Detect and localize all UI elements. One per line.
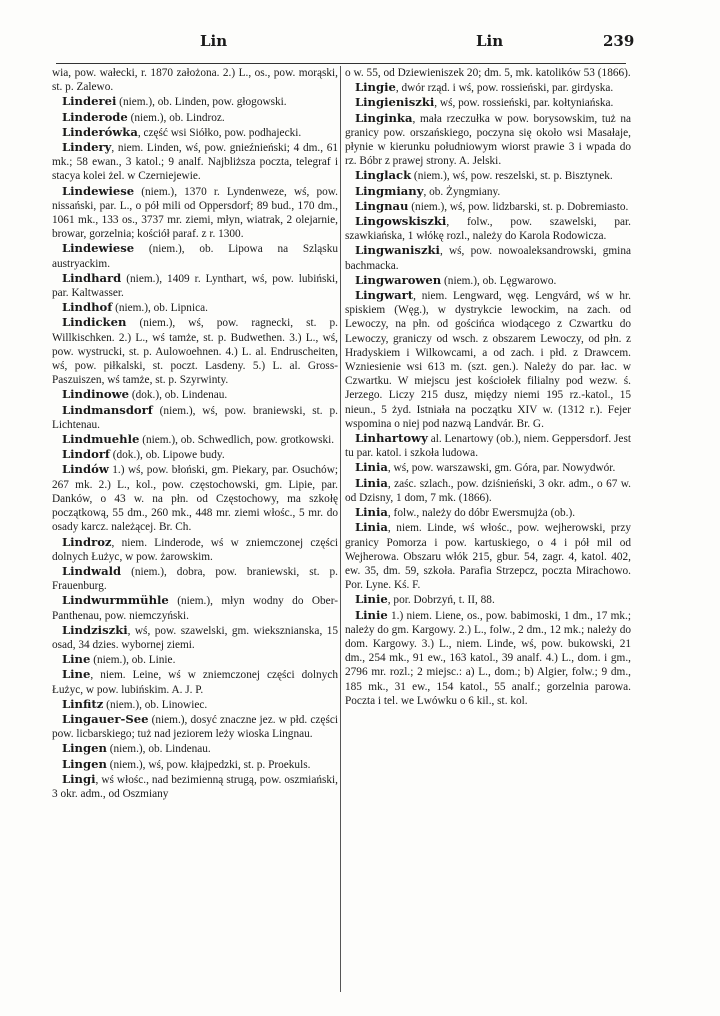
entry-text: (niem.), dobra, pow. braniewski, st. p. Frauenburg.	[52, 565, 338, 593]
dictionary-entry	[52, 66, 338, 94]
dictionary-entry	[52, 667, 338, 696]
dictionary-entry	[52, 652, 338, 667]
entry-headword: Linglack	[355, 168, 412, 183]
entry-text: , mała rzeczułka w pow. borysowskim, tuż na granicy pow. orszańskiego, poczyna się około wsi Masałaje, płynie w kierunku południowym wiorst prawie 3 i wpada do rz. Bóbr z prawej strony. A. Jelski.	[345, 112, 631, 168]
dictionary-entry	[52, 741, 338, 756]
entry-text: , niem. Linden, wś, pow. gnieźnieński; 4 dm., 61 mk.; 58 ewan., 3 katol.; 9 analf. Najbliższa poczta, telegraf i stacya kolei żel. w Czerniejewie.	[52, 142, 338, 183]
entry-text: (niem.), wś, pow. lidzbarski, st. p. Dobremiasto.	[408, 200, 629, 213]
entry-text: , część wsi Siółko, pow. podhajecki.	[137, 126, 302, 139]
entry-headword: Lingieniszki	[355, 95, 435, 110]
entry-headword: Lindorf	[62, 447, 110, 462]
entry-headword: Lindroz	[62, 534, 112, 549]
running-header	[0, 32, 720, 54]
entry-headword: Linderówka	[62, 124, 138, 139]
dictionary-entry	[345, 199, 631, 214]
dictionary-entry	[52, 432, 338, 447]
entry-headword: Lindewiese	[62, 183, 135, 198]
entry-text: , ob. Żyngmiany.	[423, 185, 501, 198]
entry-headword: Lindwald	[62, 563, 122, 578]
dictionary-entry	[52, 697, 338, 712]
entry-headword: Lingnau	[355, 198, 409, 213]
dictionary-entry	[345, 476, 631, 505]
entry-text: , wś, pow. szawelski, gm. wieksznianska, 15 osad, 34 dzies. wybornej ziemi.	[52, 624, 338, 651]
entry-text: (niem.), wś, pow. reszelski, st. p. Bisztynek.	[411, 170, 613, 183]
dictionary-entry	[345, 460, 631, 475]
entry-headword: Line	[62, 667, 91, 682]
dictionary-entry	[345, 168, 631, 183]
dictionary-entry	[345, 111, 631, 169]
entry-text: (niem.), 1409 r. Lynthart, wś, pow. lubiński, par. Kaltwasser.	[52, 272, 338, 300]
dictionary-entry	[52, 623, 338, 652]
entry-headword: Lingwart	[355, 288, 414, 303]
entry-text: (niem.), wś, pow. kłajpedzki, st. p. Proekuls.	[106, 758, 311, 771]
dictionary-entry	[345, 505, 631, 520]
entry-headword: Lingen	[62, 741, 107, 756]
entry-text: (niem.), ob. Lindroz.	[127, 111, 225, 124]
dictionary-entry	[52, 140, 338, 184]
entry-text: wia, pow. wałecki, r. 1870 założona. 2.) L., os., pow. morąski, st. p. Zalewo.	[52, 67, 338, 94]
dictionary-entry	[52, 564, 338, 593]
dictionary-entry	[52, 712, 338, 741]
dictionary-entry	[345, 288, 631, 431]
entry-text: 1.) niem. Liene, os., pow. babimoski, 1 dm., 17 mk.; należy do gm. Kargowy. 2.) L., folw., 2 dm., 12 mk.; należy do dom. Kargowy. 3.) L., niem. Linde, wś, pow. bukowski, 21 dm., 254 mk., 91 ew., 163 katol., 39 analf. 4.) L., dom. i gm., 2796 mr. rozl.; 2 miejsc.: a) L., dom.; b) Algier, folw.; 9 dm., 185 mk., 31 ew., 154 katol., 55 analf.; gorzelnia parowa. Poczta i tel. we Lwówku o 6 kil., st. kol.	[345, 609, 631, 707]
page-number: 239	[603, 32, 635, 50]
entry-headword: Lingie	[355, 80, 396, 95]
entry-headword: Lindów	[62, 462, 109, 477]
dictionary-entry	[345, 520, 631, 592]
dictionary-entry	[52, 184, 338, 242]
entry-headword: Lindery	[62, 140, 112, 155]
entry-text: 1.) wś, pow. błoński, gm. Piekary, par. Osuchów; 267 mk. 2.) L., kol., pow. częstochowski, gm. Lipie, par. Danków, o 43 w. na płn. od Częstochowy, ma szkołę początkową, 55 dm., 260 mk., 448 mr. ziemi włośc., 5 mr. do osady karcz. należącej. Br. Ch.	[52, 464, 338, 534]
entry-text: (niem.), 1370 r. Lyndenweze, wś, pow. nissański, par. L., o pół mili od Oppersdorf; 89 bud., 170 dm., 1061 mk., 133 os., 3737 mr. ziemi, młyn, wiatrak, 2 olejarnie, browar, gorzelnia; kościół paraf. z r. 1300.	[52, 185, 338, 241]
dictionary-entry	[52, 462, 338, 534]
dictionary-entry	[345, 95, 631, 110]
dictionary-entry	[345, 592, 631, 607]
entry-text: (niem.), ob. Lipowa na Szląsku austryackim.	[52, 243, 338, 270]
entry-headword: Lindhof	[62, 300, 113, 315]
entry-headword: Lingowskiszki	[355, 214, 447, 229]
entry-text: , por. Dobrzyń, t. II, 88.	[387, 594, 495, 607]
entry-text: (niem.), ob. Schwedlich, pow. grotkowski.	[139, 434, 335, 447]
entry-text: , wś, pow. nowoaleksandrowski, gmina bachmacka.	[345, 245, 631, 272]
header-left-word: Lin	[200, 32, 228, 50]
entry-headword: Lingwaniszki	[355, 243, 440, 258]
entry-headword: Linia	[355, 475, 388, 490]
entry-headword: Lingi	[62, 771, 96, 786]
entry-text: , zaśc. szlach., pow. dziśnieński, 3 okr. adm., o 67 w. od Dzisny, 1 dom, 7 mk. (1866).	[345, 477, 631, 504]
dictionary-entry	[345, 273, 631, 288]
entry-text: (dok.), ob. Lindenau.	[129, 389, 228, 402]
entry-headword: Linginka	[355, 110, 413, 125]
dictionary-entry	[52, 110, 338, 125]
entry-text: (niem.), ob. Lindenau.	[106, 743, 211, 756]
entry-text: (dok.), ob. Lipowe budy.	[109, 449, 225, 462]
header-rule	[56, 63, 626, 64]
dictionary-entry	[52, 593, 338, 622]
entry-headword: Lindinowe	[62, 387, 130, 402]
entry-headword: Lindewiese	[62, 241, 135, 256]
dictionary-entry	[52, 403, 338, 432]
entry-text: (niem.), ob. Lęgwarowo.	[441, 274, 557, 287]
entry-text: , niem. Linde, wś włośc., pow. wejherowski, przy granicy Pomorza i pow. kartuskiego, o 4 i pół mil od Wejherowa. Obszaru włók 215, gbur. 54, zagr. 4, katol. 402, ew. 35, dm. 59, szkoła. Parafia Strzepcz, poczta Mirachowo. Por. Lyne. Kś. F.	[345, 522, 631, 592]
entry-text: , niem. Lengward, węg. Lengvárd, wś w hr. spiskiem (Węg.), w dystrykcie lewockim, na zach. od Lewoczy, na płn. od gościńca wiodącego z Czwartku do Lewoczy, graniczy od wsch. z obszarem Lewoczy, od płn. z Hradyskiem i Wilkowcami, a od zach. i płd. z Drawcem. Wzniesienie wsi 613 m. (szt. gen.). Należy do par. łac. w Czwartku. W miejscu jest kościołek filialny pod wezw. ś. Jerzego. Liczy 215 dusz, między niemi 195 rz.-katol., 15 nieun., 5 żyd. Istniała na początku XIV w. (1312 r.). Fejer wspomina o niej pod nazwą Landvár. Br. G.	[345, 290, 631, 430]
entry-text: al. Lenartowy (ob.), niem. Geppersdorf. Jest tu par. katol. i szkoła ludowa.	[345, 433, 631, 460]
dictionary-entry	[52, 387, 338, 402]
entry-text: , dwór rząd. i wś, pow. rossieński, par. girdyska.	[395, 82, 614, 95]
dictionary-entry	[345, 214, 631, 243]
entry-text: , wś, pow. rossieński, par. kołtyniańska.	[434, 97, 614, 110]
entry-text: (niem.), młyn wodny do Ober-Panthenau, pow. niemczyński.	[52, 595, 338, 622]
entry-headword: Linie	[355, 592, 388, 607]
entry-headword: Lindziszki	[62, 622, 128, 637]
dictionary-entry	[345, 66, 631, 80]
entry-text: , niem. Leine, wś w zniemczonej części dolnych Łużyc, w pow. lubińskim. A. J. P.	[52, 669, 338, 696]
entry-text: (niem.), ob. Lipnica.	[112, 302, 208, 315]
entry-text: (niem.), ob. Linowiec.	[103, 698, 208, 711]
entry-text: (niem.), ob. Linie.	[90, 654, 176, 667]
left-column	[52, 66, 338, 801]
dictionary-entry	[52, 94, 338, 109]
entry-headword: Lingauer-See	[62, 711, 149, 726]
entry-headword: Linia	[355, 460, 388, 475]
entry-headword: Linia	[355, 505, 388, 520]
entry-headword: Lindwurmmühle	[62, 593, 169, 608]
entry-headword: Lindhard	[62, 270, 122, 285]
dictionary-entry	[345, 243, 631, 272]
dictionary-entry	[52, 125, 338, 140]
dictionary-entry	[52, 315, 338, 387]
entry-text: (niem.), wś, pow. braniewski, st. p. Lichtenau.	[52, 404, 338, 431]
entry-headword: Linhartowy	[355, 431, 428, 446]
entry-text: (niem.), wś, pow. ragnecki, st. p. Willkischken. 2.) L., wś tamże, st. p. Budwethen. 3.) L., wś, pow. wystrucki, st. p. Aulowoehnen. 4.) L. al. Endruscheiten, wś, pow. piłkalski, st. poczt. Lasdeny. 5.) L. al. Gross-Paszuiszen, wś tamże, st. p. Szyrwinty.	[52, 317, 338, 387]
entry-headword: Lingen	[62, 756, 107, 771]
entry-text: , niem. Linderode, wś w zniemczonej części dolnych Łużyc, w pow. żarowskim.	[52, 536, 338, 563]
entry-text: o w. 55, od Dziewieniszek 20; dm. 5, mk. katolików 53 (1866).	[345, 67, 631, 79]
dictionary-entry	[52, 271, 338, 300]
entry-headword: Lindmansdorf	[62, 402, 153, 417]
entry-text: , wś, pow. warszawski, gm. Góra, par. Nowydwór.	[387, 462, 616, 475]
entry-headword: Linderei	[62, 94, 117, 109]
entry-headword: Lingwarowen	[355, 272, 442, 287]
dictionary-entry	[52, 757, 338, 772]
entry-headword: Linderode	[62, 109, 128, 124]
entry-text: , folw., należy do dóbr Ewersmujża (ob.).	[387, 507, 576, 520]
right-column	[345, 66, 631, 708]
entry-text: (niem.), dosyć znaczne jez. w płd. części pow. licbarskiego; tuż nad jeziorem leży wioska Lingnau.	[52, 713, 338, 741]
entry-headword: Lingmiany	[355, 183, 424, 198]
entry-headword: Lindmuehle	[62, 432, 140, 447]
dictionary-entry	[345, 608, 631, 708]
dictionary-entry	[52, 535, 338, 564]
entry-headword: Linie	[355, 607, 388, 622]
entry-headword: Lindicken	[62, 315, 127, 330]
dictionary-entry	[52, 772, 338, 801]
header-right-word: Lin	[476, 32, 504, 50]
dictionary-entry	[345, 80, 631, 95]
entry-text: , folw., pow. szawelski, par. szawkiańska, 1 włókę rozl., należy do Karola Rodowicza.	[345, 216, 631, 243]
entry-text: (niem.), ob. Linden, pow. głogowski.	[116, 96, 287, 109]
column-divider	[340, 66, 341, 992]
entry-headword: Linia	[355, 520, 388, 535]
entry-text: , wś włośc., nad bezimienną strugą, pow. oszmiański, 3 okr. adm., od Oszmiany	[52, 773, 338, 800]
dictionary-entry	[345, 431, 631, 460]
entry-headword: Line	[62, 652, 91, 667]
dictionary-entry	[345, 184, 631, 199]
dictionary-entry	[52, 300, 338, 315]
entry-headword: Linfitz	[62, 696, 104, 711]
dictionary-entry	[52, 447, 338, 462]
dictionary-entry	[52, 241, 338, 270]
